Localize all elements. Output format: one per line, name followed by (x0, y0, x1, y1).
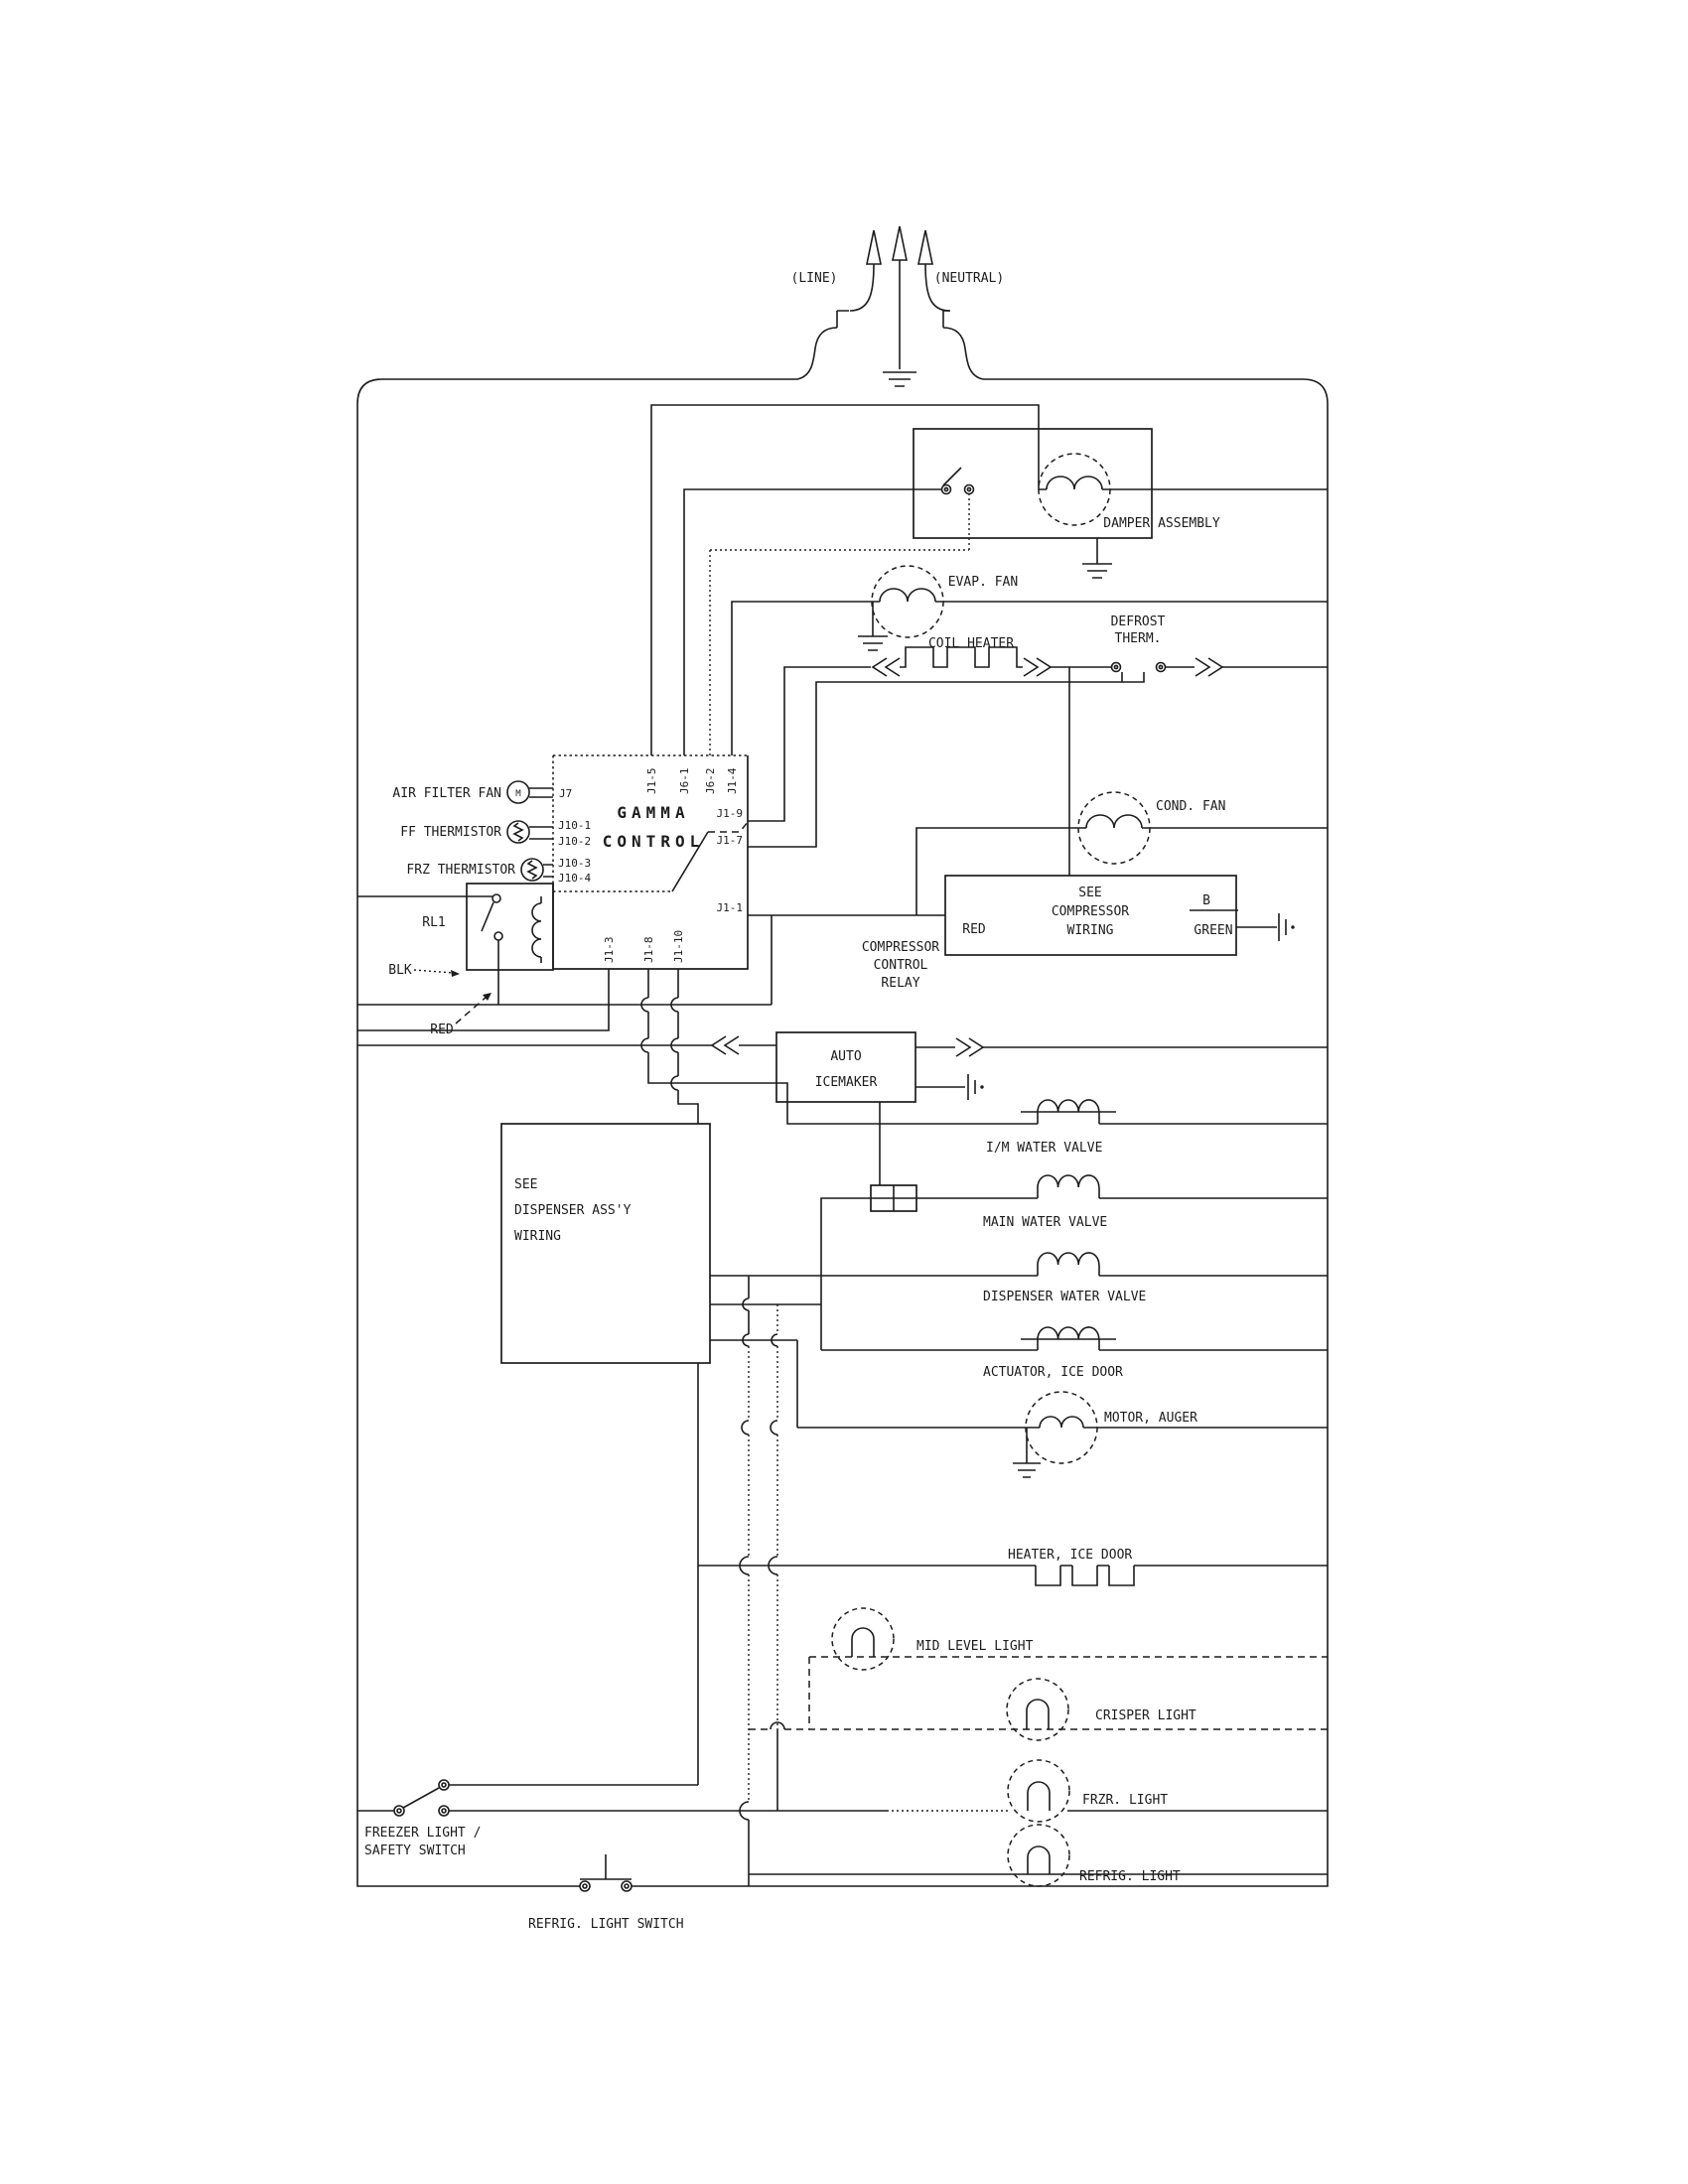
lamp-icon-frzr (1008, 1760, 1069, 1822)
auto-icemaker (357, 1032, 1328, 1350)
refrig-light-switch (528, 1854, 684, 1932)
main-water-valve-label: MAIN WATER VALVE (983, 1215, 1108, 1230)
gamma-pin-j1-4: J1-4 (726, 767, 739, 794)
thermistor-icon-frz (521, 859, 543, 881)
compressor-relay-label-1: COMPRESSOR (861, 940, 940, 955)
compressor-box-label-1: SEE (1078, 886, 1102, 900)
compressor-relay-label-3: RELAY (881, 976, 920, 991)
gamma-pin-j1-7: J1-7 (716, 834, 743, 847)
gamma-title-2: CONTROL (602, 832, 705, 851)
icemaker-box (776, 1032, 915, 1102)
evap-fan-motor-icon (872, 566, 1328, 637)
damper-motor-icon (1039, 454, 1328, 525)
solenoid-icon-actuator (1021, 1327, 1116, 1350)
chassis-ground-icon-icemaker (968, 1074, 984, 1100)
gamma-pin-j1-8: J1-8 (642, 936, 655, 963)
icemaker-label-2: ICEMAKER (814, 1075, 878, 1090)
gamma-pin-j10-3: J10-3 (558, 857, 592, 870)
gamma-pin-j6-1: J6-1 (678, 767, 691, 794)
air-filter-fan (392, 781, 553, 803)
gamma-control-board (553, 755, 748, 969)
ground-icon-plug (883, 372, 916, 386)
relay-switch-icon (482, 894, 502, 940)
thermistor-icon-ff (507, 821, 529, 843)
frzr-light (449, 1760, 1328, 1822)
refrig-switch-icon (580, 1854, 632, 1891)
heater-ice-door (698, 1548, 1328, 1585)
solenoid-icon-im (1021, 1100, 1116, 1124)
motor-letter: M (515, 789, 521, 799)
rl1-label: RL1 (422, 915, 446, 930)
actuator-ice-door-label: ACTUATOR, ICE DOOR (983, 1365, 1123, 1380)
gamma-pin-j1-1: J1-1 (716, 901, 743, 914)
frz-thermistor (406, 859, 553, 881)
dispenser-box-label-2: DISPENSER ASS'Y (514, 1203, 632, 1218)
connector-arrow-left-icon (873, 658, 900, 676)
im-water-valve (986, 1100, 1328, 1156)
refrig-light-label: REFRIG. LIGHT (1079, 1869, 1181, 1884)
gamma-pin-j1-10: J1-10 (672, 929, 685, 963)
gamma-pin-j7: J7 (559, 787, 573, 800)
solenoid-icon-dispenser (1038, 1253, 1099, 1276)
compressor-green-terminal: GREEN (1194, 923, 1233, 938)
actuator-ice-door (821, 1327, 1328, 1380)
chassis-ground-icon-compressor (1279, 913, 1295, 941)
defrost-thermostat-icon (1112, 663, 1166, 683)
gamma-pin-j10-2: J10-2 (558, 835, 592, 848)
dispenser-box-label-3: WIRING (514, 1229, 561, 1244)
connector-arrow-right2-icon (1196, 658, 1222, 676)
relay-coil-icon (532, 896, 541, 963)
refrig-light (749, 1825, 1328, 1886)
defrost-therm-label-1: DEFROST (1110, 614, 1166, 629)
dispenser-box-label-1: SEE (514, 1177, 538, 1192)
fan-motor-icon (507, 781, 529, 803)
compressor-box-label-2: COMPRESSOR (1051, 904, 1130, 919)
neutral-label: (NEUTRAL) (933, 271, 1005, 286)
damper-switch-icon (942, 468, 974, 494)
defrost-therm-label-2: THERM. (1114, 631, 1162, 646)
compressor-red-terminal: RED (962, 922, 986, 937)
ground-icon-evap (858, 636, 888, 650)
motor-auger (797, 1392, 1328, 1477)
connector-arrow-right-icemaker-icon (956, 1038, 983, 1056)
ground-icon-auger (1013, 1463, 1041, 1477)
compressor-circuit (748, 792, 1328, 991)
plug-prong-icon (867, 226, 932, 264)
heater-resistor-icon (1036, 1566, 1134, 1585)
fuse-block-icon (871, 1185, 916, 1211)
gamma-title-1: GAMMA (617, 803, 690, 822)
coil-heater-label: COIL HEATER (927, 636, 1015, 651)
frz-thermistor-label: FRZ THERMISTOR (406, 863, 515, 878)
mid-level-light-label: MID LEVEL LIGHT (916, 1639, 1034, 1654)
freezer-safety-switch (357, 1780, 698, 1858)
dispenser-water-valve-label: DISPENSER WATER VALVE (983, 1290, 1147, 1304)
auger-motor-icon (1026, 1392, 1328, 1463)
lamp-icon-mid (832, 1608, 894, 1670)
im-water-valve-label: I/M WATER VALVE (986, 1141, 1103, 1156)
icemaker-label-1: AUTO (830, 1049, 862, 1064)
line-label: (LINE) (790, 271, 838, 286)
freezer-switch-icon (394, 1780, 449, 1816)
compressor-box-label-3: WIRING (1066, 923, 1114, 938)
blk-arrowhead-icon (451, 970, 460, 977)
damper-assembly-label: DAMPER ASSEMBLY (1103, 516, 1220, 531)
solenoid-icon-main (1038, 1175, 1099, 1198)
gamma-pin-j6-2: J6-2 (704, 767, 717, 794)
refrig-light-switch-label: REFRIG. LIGHT SWITCH (528, 1917, 684, 1932)
connector-arrow-right-icon (1024, 658, 1051, 676)
gamma-pin-j1-5: J1-5 (645, 767, 658, 794)
air-filter-fan-label: AIR FILTER FAN (392, 786, 501, 801)
freezer-switch-label-1: FREEZER LIGHT / (364, 1826, 482, 1841)
gamma-pin-j1-9: J1-9 (716, 807, 743, 820)
gamma-pin-j10-1: J10-1 (558, 819, 592, 832)
lamp-icon-crisper (1007, 1679, 1068, 1740)
freezer-switch-label-2: SAFETY SWITCH (364, 1843, 466, 1858)
ground-icon-damper (1082, 564, 1112, 578)
drop-wires (698, 1276, 777, 1886)
evap-fan-label: EVAP. FAN (947, 575, 1019, 590)
ff-thermistor-label: FF THERMISTOR (400, 825, 501, 840)
compressor-b-terminal: B (1202, 893, 1210, 908)
lamp-icon-refrig (1008, 1825, 1069, 1886)
motor-auger-label: MOTOR, AUGER (1104, 1411, 1197, 1426)
cond-fan-label: COND. FAN (1156, 799, 1226, 814)
frzr-light-label: FRZR. LIGHT (1082, 1793, 1169, 1808)
blk-wire-label: BLK (388, 963, 412, 978)
crisper-light-label: CRISPER LIGHT (1095, 1708, 1196, 1723)
rl1-relay (357, 884, 553, 1037)
main-water-valve (916, 1175, 1328, 1230)
defrost-circuit (748, 614, 1328, 876)
evap-fan (732, 566, 1328, 755)
red-wire-label: RED (430, 1023, 454, 1037)
connector-arrow-left-icemaker-icon (712, 1036, 739, 1054)
compressor-relay-label-2: CONTROL (873, 958, 928, 973)
dispenser-water-valve (710, 1253, 1328, 1304)
crisper-light (749, 1679, 1328, 1740)
gamma-pin-j1-3: J1-3 (603, 936, 616, 963)
ff-thermistor (400, 821, 553, 843)
gamma-pin-j10-4: J10-4 (558, 872, 592, 885)
heater-ice-door-label: HEATER, ICE DOOR (1008, 1548, 1133, 1563)
